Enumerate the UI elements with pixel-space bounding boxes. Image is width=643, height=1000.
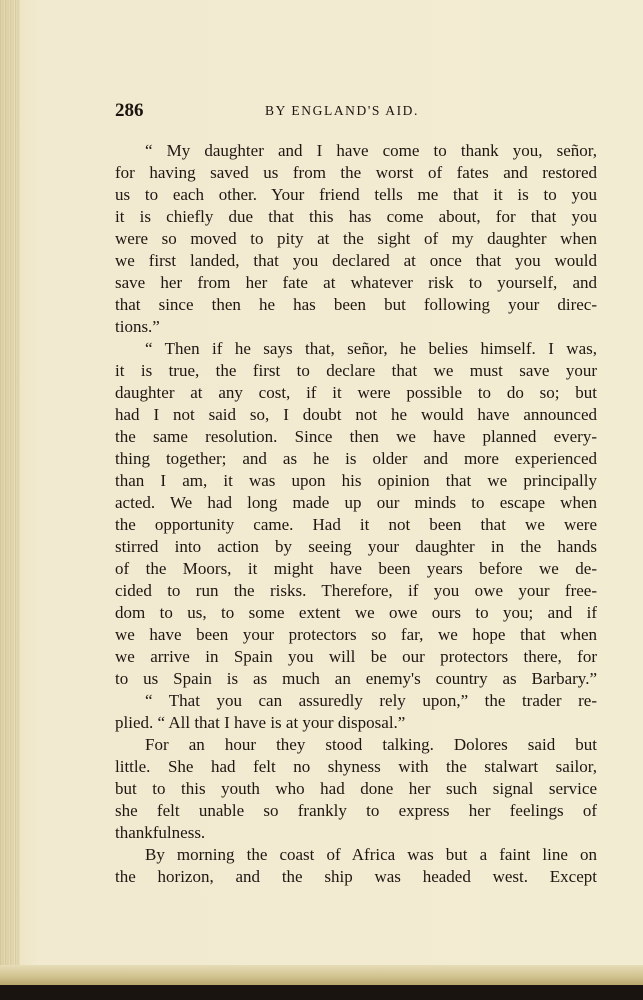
- text-line: us to each other. Your friend tells me that it is to you: [115, 185, 597, 204]
- text-line: “ Then if he says that, señor, he belies himself. I was,: [145, 339, 597, 358]
- text-line: little. She had felt no shyness with the stalwart sailor,: [115, 757, 597, 776]
- text-line: stirred into action by seeing your daughter in the hands: [115, 537, 597, 556]
- page-number: 286: [115, 100, 144, 121]
- text-line: dom to us, to some extent we owe ours to you; and if: [115, 603, 597, 622]
- text-line: the opportunity came. Had it not been that we were: [115, 515, 597, 534]
- body-text: [115, 140, 597, 888]
- text-line: “ That you can assuredly rely upon,” the trader re-: [145, 691, 597, 710]
- text-line: tions.”: [115, 317, 160, 336]
- text-line: the horizon, and the ship was headed west. Except: [115, 867, 597, 886]
- text-line: it is chiefly due that this has come about, for that you: [115, 207, 597, 226]
- text-line: thankfulness.: [115, 823, 206, 842]
- text-line: to us Spain is as much an enemy's country as Barbary.”: [115, 669, 597, 688]
- text-line: we have been your protectors so far, we hope that when: [115, 625, 597, 644]
- text-line: daughter at any cost, if it were possible to do so; but: [115, 383, 597, 402]
- text-line: had I not said so, I doubt not he would have announced: [115, 405, 597, 424]
- text-line: were so moved to pity at the sight of my daughter when: [115, 229, 597, 248]
- text-line: cided to run the risks. Therefore, if you owe your free-: [115, 581, 597, 600]
- text-line: than I am, it was upon his opinion that we principally: [115, 471, 597, 490]
- text-line: acted. We had long made up our minds to escape when: [115, 493, 597, 512]
- running-title: BY ENGLAND'S AID.: [265, 103, 420, 118]
- text-line: but to this youth who had done her such signal service: [115, 779, 597, 798]
- text-line: we arrive in Spain you will be our protectors there, for: [115, 647, 597, 666]
- text-line: By morning the coast of Africa was but a faint line on: [145, 845, 597, 864]
- page-gutter-edge: [0, 0, 20, 985]
- text-line: the same resolution. Since then we have planned every-: [115, 427, 597, 446]
- text-line: thing together; and as he is older and more experienced: [115, 449, 597, 468]
- page-bottom-edge: [0, 965, 643, 985]
- text-line: for having saved us from the worst of fates and restored: [115, 163, 597, 182]
- text-line: that since then he has been but following your direc-: [115, 295, 597, 314]
- text-line: save her from her fate at whatever risk to yourself, and: [115, 273, 597, 292]
- text-line: “ My daughter and I have come to thank you, señor,: [145, 141, 597, 160]
- text-line: it is true, the first to declare that we must save your: [115, 361, 597, 380]
- text-line: plied. “ All that I have is at your disposal.”: [115, 713, 406, 732]
- text-line: of the Moors, it might have been years before we de-: [115, 559, 597, 578]
- page-header: [115, 100, 595, 126]
- text-line: we first landed, that you declared at once that you would: [115, 251, 597, 270]
- text-line: For an hour they stood talking. Dolores said but: [145, 735, 597, 754]
- text-line: she felt unable so frankly to express her feelings of: [115, 801, 597, 820]
